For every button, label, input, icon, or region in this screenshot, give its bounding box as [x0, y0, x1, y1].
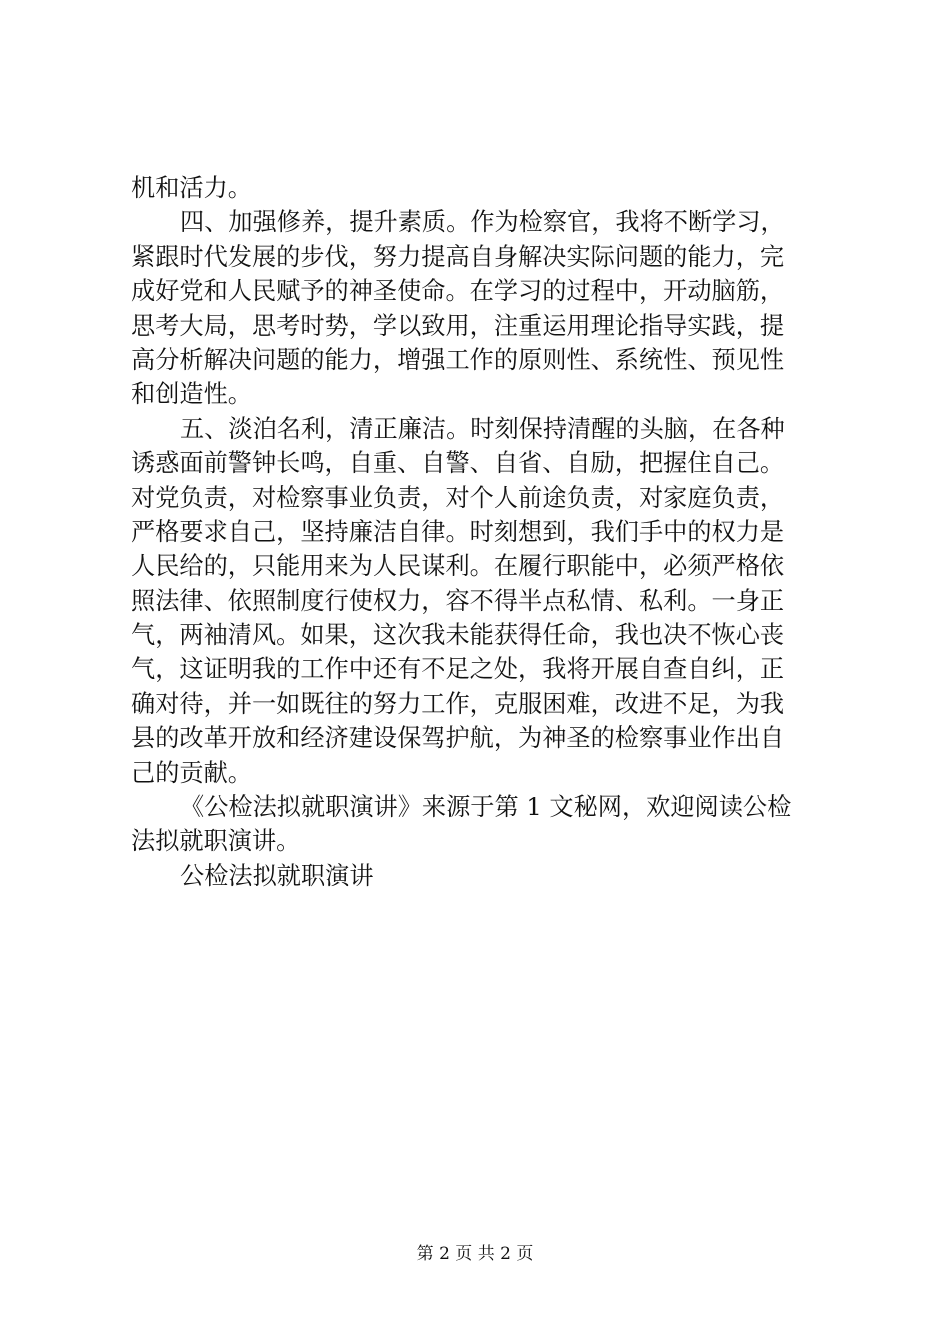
text-line: 思考大局，思考时势，学以致用，注重运用理论指导实践，提: [131, 311, 785, 340]
text-line: 照法律、依照制度行使权力，容不得半点私情、私利。一身正: [131, 586, 785, 615]
document-body: [131, 171, 831, 893]
text-line: 气，两袖清风。如果，这次我未能获得任命，我也决不恢心丧: [131, 621, 785, 650]
text-line: 县的改革开放和经济建设保驾护航，为神圣的检察事业作出自: [131, 724, 785, 753]
text-line: 己的贡献。: [131, 758, 252, 787]
section-five-heading-line: 五、淡泊名利，清正廉洁。时刻保持清醒的头脑，在各种: [180, 414, 785, 443]
text-line: 高分析解决问题的能力，增强工作的原则性、系统性、预见性: [131, 345, 785, 374]
text-line: 机和活力。: [131, 174, 252, 202]
text-line: 确对待，并一如既往的努力工作，克服困难，改进不足，为我: [131, 689, 785, 718]
text-line: 诱惑面前警钟长鸣，自重、自警、自省、自励，把握住自己。: [131, 449, 785, 478]
page-number-footer: 第 2 页 共 2 页: [416, 1244, 534, 1264]
text-line: 人民给的，只能用来为人民谋利。在履行职能中，必须严格依: [131, 552, 785, 581]
text-line: 严格要求自己，坚持廉洁自律。时刻想到，我们手中的权力是: [131, 517, 785, 546]
text-line: 和创造性。: [131, 380, 252, 409]
document-title-line: 公检法拟就职演讲: [180, 861, 374, 890]
text-line: 对党负责，对检察事业负责，对个人前途负责，对家庭负责，: [131, 483, 785, 512]
text-line: 气，这证明我的工作中还有不足之处，我将开展自查自纠，正: [131, 655, 785, 684]
source-note-line: 《公检法拟就职演讲》来源于第 1 文秘网，欢迎阅读公检: [180, 793, 792, 822]
section-four-heading-line: 四、加强修养，提升素质。作为检察官，我将不断学习，: [180, 208, 785, 237]
text-line: 成好党和人民赋予的神圣使命。在学习的过程中，开动脑筋，: [131, 277, 785, 306]
source-note-line: 法拟就职演讲。: [131, 827, 301, 856]
text-line: 紧跟时代发展的步伐，努力提高自身解决实际问题的能力，完: [131, 242, 785, 271]
